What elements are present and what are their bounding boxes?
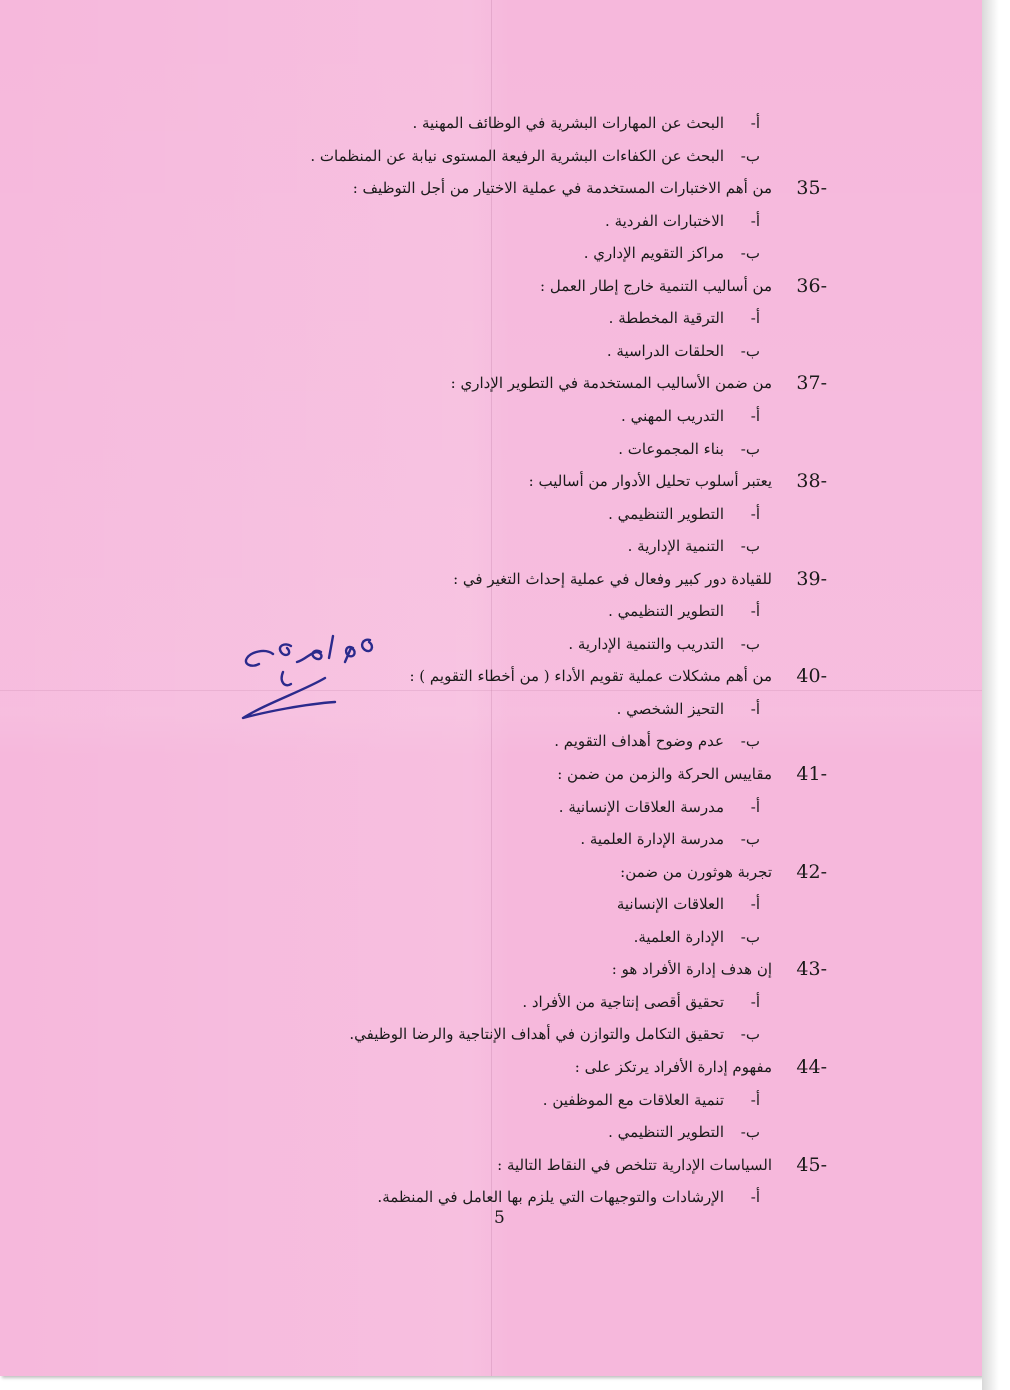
option-item <box>0 238 982 268</box>
option-text: التطوير التنظيمي . <box>608 1123 724 1142</box>
option-text: التحيز الشخصي . <box>616 699 724 718</box>
question-number: 45- <box>796 1153 827 1176</box>
option-letter: أ- <box>750 602 760 621</box>
option-text: الإدارة العلمية. <box>633 927 724 946</box>
question-item <box>0 368 982 398</box>
option-letter: ب- <box>740 537 760 556</box>
question-text: من أهم مشكلات عملية تقويم الأداء ( من أخطاء التقويم ) : <box>409 667 772 686</box>
option-item <box>0 1117 982 1147</box>
question-text: إن هدف إدارة الأفراد هو : <box>611 960 772 979</box>
option-letter: ب- <box>740 927 760 946</box>
option-text: مدرسة الإدارة العلمية . <box>580 830 724 849</box>
handwritten-signature <box>225 628 385 733</box>
option-text: البحث عن الكفاءات البشرية الرفيعة المستوى نيابة عن المنظمات . <box>310 146 724 165</box>
option-letter: أ- <box>750 1090 760 1109</box>
option-item <box>0 108 982 138</box>
option-item <box>0 206 982 236</box>
option-text: التنمية الإدارية . <box>627 537 724 556</box>
option-letter: أ- <box>750 895 760 914</box>
question-number: 39- <box>796 567 827 590</box>
question-text: يعتبر أسلوب تحليل الأدوار من أساليب : <box>528 472 772 491</box>
option-text: الإرشادات والتوجيهات التي يلزم بها العامل في المنظمة. <box>377 1188 724 1207</box>
option-item <box>0 1019 982 1049</box>
option-letter: أ- <box>750 699 760 718</box>
option-item <box>0 792 982 822</box>
question-text: من أساليب التنمية خارج إطار العمل : <box>540 276 772 295</box>
option-text: مدرسة العلاقات الإنسانية . <box>558 797 724 816</box>
option-letter: أ- <box>750 797 760 816</box>
option-letter: أ- <box>750 406 760 425</box>
option-letter: أ- <box>750 211 760 230</box>
question-number: 43- <box>796 958 827 981</box>
option-text: البحث عن المهارات البشرية في الوظائف المهنية . <box>412 114 724 132</box>
question-item <box>0 857 982 887</box>
option-text: التطوير التنظيمي . <box>608 504 724 523</box>
question-number: 42- <box>796 860 827 883</box>
option-text: عدم وضوح أهداف التقويم . <box>554 732 724 751</box>
question-item <box>0 173 982 203</box>
option-letter: ب- <box>740 1025 760 1044</box>
option-letter: ب- <box>740 439 760 458</box>
question-number: 40- <box>796 665 827 688</box>
question-number: 44- <box>796 1055 827 1078</box>
option-letter: ب- <box>740 341 760 360</box>
option-item <box>0 141 982 171</box>
option-letter: أ- <box>750 992 760 1011</box>
question-item <box>0 271 982 301</box>
question-item <box>0 759 982 789</box>
question-number: 35- <box>796 177 827 200</box>
question-number: 41- <box>796 763 827 785</box>
option-text: الترقية المخططة . <box>608 309 724 328</box>
option-letter: أ- <box>750 114 760 132</box>
scanner-margin <box>982 0 1010 1390</box>
question-number: 38- <box>796 470 827 493</box>
question-text: مقاييس الحركة والزمن من ضمن : <box>557 765 772 783</box>
question-text: السياسات الإدارية تتلخص في النقاط التالية : <box>497 1155 772 1174</box>
option-text: مراكز التقويم الإداري . <box>583 244 724 263</box>
question-item <box>0 1052 982 1082</box>
option-item <box>0 629 982 659</box>
question-item <box>0 1150 982 1180</box>
option-item <box>0 922 982 952</box>
option-letter: ب- <box>740 732 760 751</box>
option-letter: ب- <box>740 244 760 263</box>
question-text: تجربة هوثورن من ضمن: <box>620 862 772 881</box>
option-text: الاختبارات الفردية . <box>605 211 724 230</box>
option-letter: ب- <box>740 146 760 165</box>
question-text: من ضمن الأساليب المستخدمة في التطوير الإداري : <box>450 374 772 393</box>
question-text: من أهم الاختبارات المستخدمة في عملية الاختيار من أجل التوظيف : <box>352 179 772 198</box>
option-text: تحقيق التكامل والتوازن في أهداف الإنتاجية والرضا الوظيفي. <box>349 1025 724 1044</box>
question-text: للقيادة دور كبير وفعال في عملية إحداث التغير في : <box>453 569 772 588</box>
option-item <box>0 401 982 431</box>
option-item <box>0 336 982 366</box>
question-text: مفهوم إدارة الأفراد يرتكز على : <box>574 1057 772 1076</box>
option-letter: ب- <box>740 634 760 653</box>
option-item <box>0 987 982 1017</box>
option-item <box>0 434 982 464</box>
option-text: التطوير التنظيمي . <box>608 602 724 621</box>
option-text: تحقيق أقصى إنتاجية من الأفراد . <box>522 992 724 1011</box>
question-item <box>0 954 982 984</box>
option-item <box>0 726 982 756</box>
option-letter: ب- <box>740 830 760 849</box>
option-item <box>0 303 982 333</box>
option-letter: أ- <box>750 309 760 328</box>
option-text: العلاقات الإنسانية <box>616 895 724 914</box>
option-text: بناء المجموعات . <box>618 439 724 458</box>
question-item <box>0 661 982 691</box>
option-text: تنمية العلاقات مع الموظفين . <box>542 1090 724 1109</box>
option-item <box>0 694 982 724</box>
option-item <box>0 1182 982 1212</box>
option-text: التدريب والتنمية الإدارية . <box>568 634 724 653</box>
option-item <box>0 889 982 919</box>
option-text: الحلقات الدراسية . <box>606 341 724 360</box>
option-item <box>0 1085 982 1115</box>
option-letter: ب- <box>740 1123 760 1142</box>
question-number: 36- <box>796 274 827 297</box>
option-item <box>0 531 982 561</box>
question-item <box>0 466 982 496</box>
page-number: 5 <box>494 1208 505 1228</box>
option-item <box>0 596 982 626</box>
option-letter: أ- <box>750 1188 760 1207</box>
option-text: التدريب المهني . <box>621 406 724 425</box>
option-letter: أ- <box>750 504 760 523</box>
question-number: 37- <box>796 372 827 395</box>
question-item <box>0 564 982 594</box>
option-item <box>0 499 982 529</box>
option-item <box>0 824 982 854</box>
